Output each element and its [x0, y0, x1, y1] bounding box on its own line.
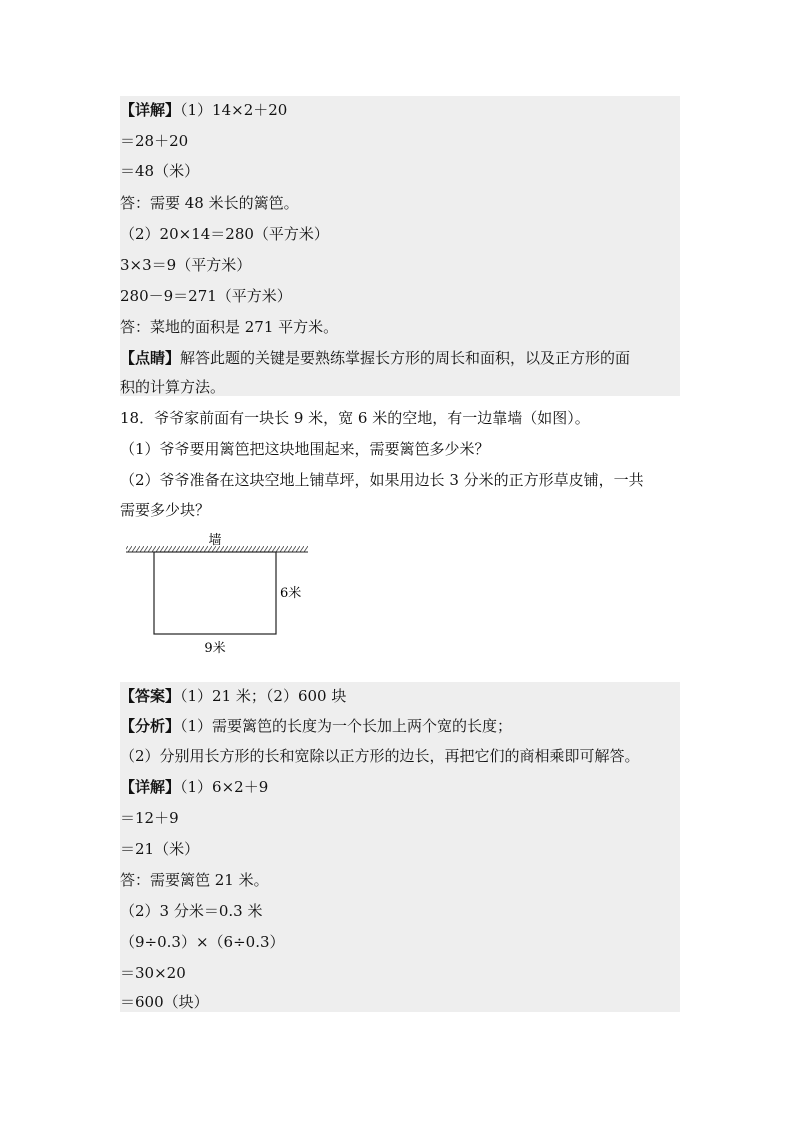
- answer-line: 答：需要篱笆 21 米。: [120, 871, 269, 889]
- question-part-2-line-2: 需要多少块？: [120, 501, 211, 519]
- comment-line-2: 积的计算方法。: [120, 378, 226, 396]
- detail-line-1: [120, 777, 268, 797]
- calc-line: （2）20×14＝280（平方米）: [120, 225, 329, 243]
- detail-tag: 【详解】: [120, 778, 181, 796]
- calc-line: （9÷0.3）×（6÷0.3）: [120, 933, 285, 951]
- analysis-line-1: [120, 716, 512, 736]
- calc-line: ＝48（米）: [120, 162, 200, 180]
- calc-line: ＝28＋20: [120, 132, 189, 150]
- comment-tag: 【点睛】: [120, 349, 181, 367]
- analysis-tag: 【分析】: [120, 717, 181, 735]
- analysis-text: （1）需要篱笆的长度为一个长加上两个宽的长度；: [180, 717, 513, 735]
- analysis-line-2: （2）分别用长方形的长和宽除以正方形的边长，再把它们的商相乘即可解答。: [120, 747, 640, 765]
- comment-text: 解答此题的关键是要熟练掌握长方形的周长和面积，以及正方形的面: [180, 349, 631, 367]
- plot-rectangle: [154, 552, 276, 634]
- detail-text: （1）14×2＋20: [180, 101, 288, 119]
- detail-tag: 【详解】: [120, 101, 181, 119]
- answer-line: 答：菜地的面积是 271 平方米。: [120, 318, 339, 336]
- answer-line: 答：需要 48 米长的篱笆。: [120, 194, 299, 212]
- question-part-2-line-1: （2）爷爷准备在这块空地上铺草坪，如果用边长 3 分米的正方形草皮铺，一共: [120, 471, 644, 489]
- wall-label: 墙: [208, 533, 222, 548]
- wall-rectangle-figure: [120, 528, 320, 658]
- answer-summary-line: [120, 686, 346, 706]
- calc-line: ＝30×20: [120, 964, 186, 982]
- calc-line: 280－9＝271（平方米）: [120, 287, 292, 305]
- detail-text: （1）6×2＋9: [180, 778, 269, 796]
- calc-line: ＝600（块）: [120, 993, 209, 1011]
- question-part-1: （1）爷爷要用篱笆把这块地围起来，需要篱笆多少米？: [120, 440, 490, 458]
- detail-line-1: [120, 100, 287, 120]
- width-label: 6米: [280, 586, 302, 601]
- answer-text: （1）21 米；（2）600 块: [180, 687, 347, 705]
- calc-line: 3×3＝9（平方米）: [120, 256, 252, 274]
- question-stem: 18．爷爷家前面有一块长 9 米，宽 6 米的空地，有一边靠墙（如图）。: [120, 409, 590, 427]
- calc-line: ＝21（米）: [120, 840, 200, 858]
- calc-line: （2）3 分米＝0.3 米: [120, 902, 263, 920]
- comment-line-1: [120, 348, 630, 368]
- calc-line: ＝12＋9: [120, 809, 179, 827]
- answer-tag: 【答案】: [120, 687, 181, 705]
- length-label: 9米: [204, 641, 226, 656]
